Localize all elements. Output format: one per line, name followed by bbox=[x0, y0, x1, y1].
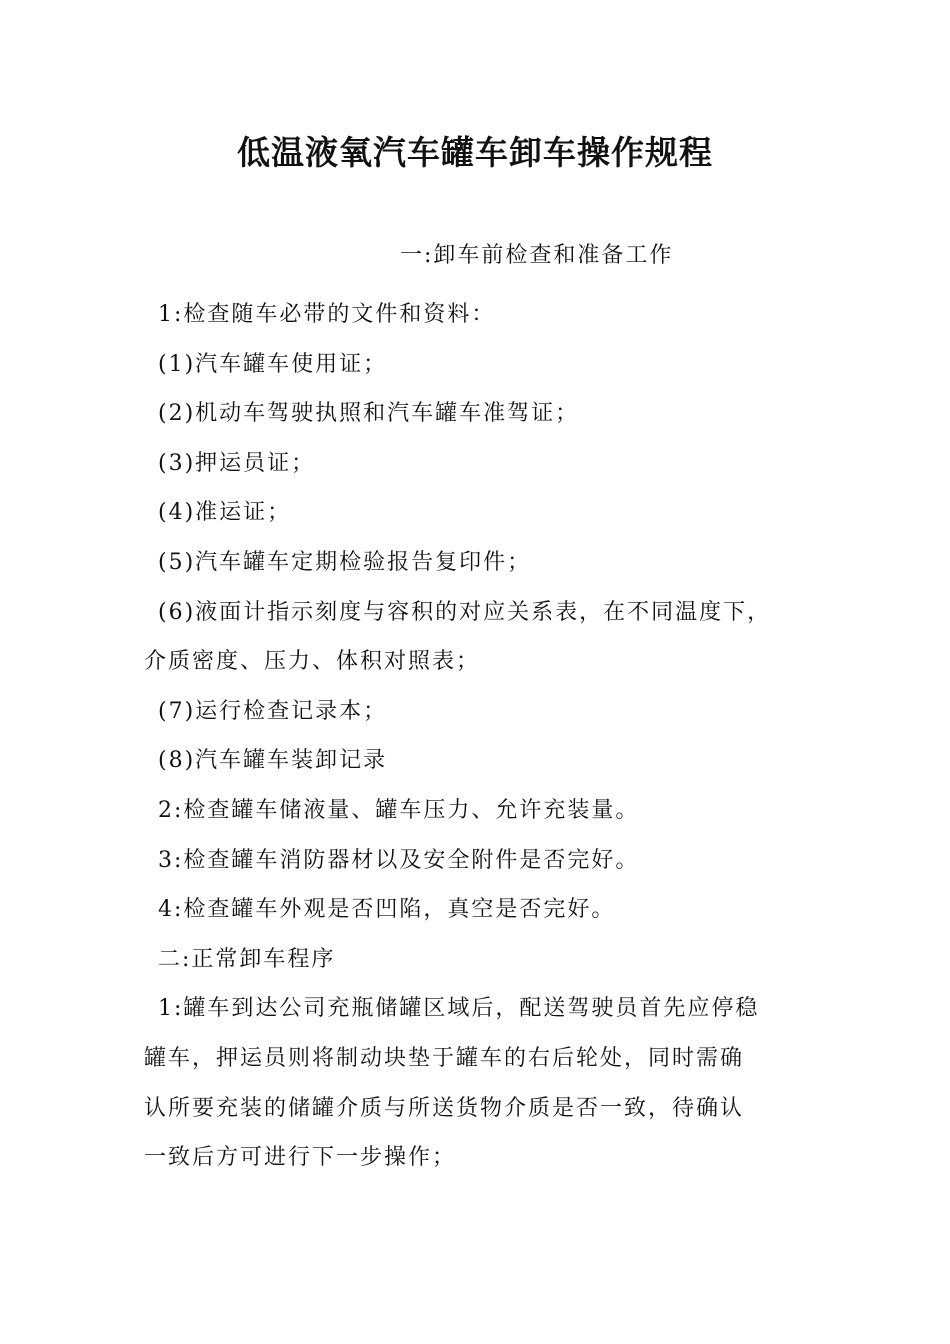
paragraph-line: 介质密度、压力、体积对照表； bbox=[144, 649, 481, 675]
section-heading-2: 二:正常卸车程序 bbox=[158, 946, 336, 972]
paragraph-line: (8)汽车罐车装卸记录 bbox=[158, 748, 388, 774]
paragraph-line: (7)运行检查记录本； bbox=[158, 698, 388, 724]
paragraph-line: 认所要充装的储罐介质与所送货物介质是否一致，待确认 bbox=[144, 1095, 745, 1121]
document-title: 低温液氧汽车罐车卸车操作规程 bbox=[237, 133, 713, 172]
section-heading: 一:卸车前检查和准备工作 bbox=[400, 243, 674, 268]
paragraph-line: 4:检查罐车外观是否凹陷，真空是否完好。 bbox=[158, 897, 616, 923]
paragraph-line: 1:检查随车必带的文件和资料： bbox=[158, 302, 496, 327]
paragraph-line: (6)液面计指示刻度与容积的对应关系表，在不同温度下， bbox=[158, 599, 772, 625]
paragraph-line: (3)押运员证； bbox=[158, 450, 316, 476]
document-body bbox=[144, 290, 824, 1183]
paragraph-line: 2:检查罐车储液量、罐车压力、允许充装量。 bbox=[158, 797, 640, 823]
paragraph-line: 1:罐车到达公司充瓶储罐区域后，配送驾驶员首先应停稳 bbox=[158, 996, 760, 1022]
paragraph-line: (5)汽车罐车定期检验报告复印件； bbox=[158, 549, 532, 575]
paragraph-line: 一致后方可进行下一步操作； bbox=[144, 1145, 457, 1171]
paragraph-line: (1)汽车罐车使用证； bbox=[158, 351, 388, 377]
paragraph-line: 罐车，押运员则将制动块垫于罐车的右后轮处，同时需确 bbox=[144, 1045, 745, 1071]
paragraph-line: (2)机动车驾驶执照和汽车罐车准驾证； bbox=[158, 401, 580, 427]
paragraph-line: 3:检查罐车消防器材以及安全附件是否完好。 bbox=[158, 847, 640, 873]
paragraph-line: (4)准运证； bbox=[158, 500, 292, 526]
